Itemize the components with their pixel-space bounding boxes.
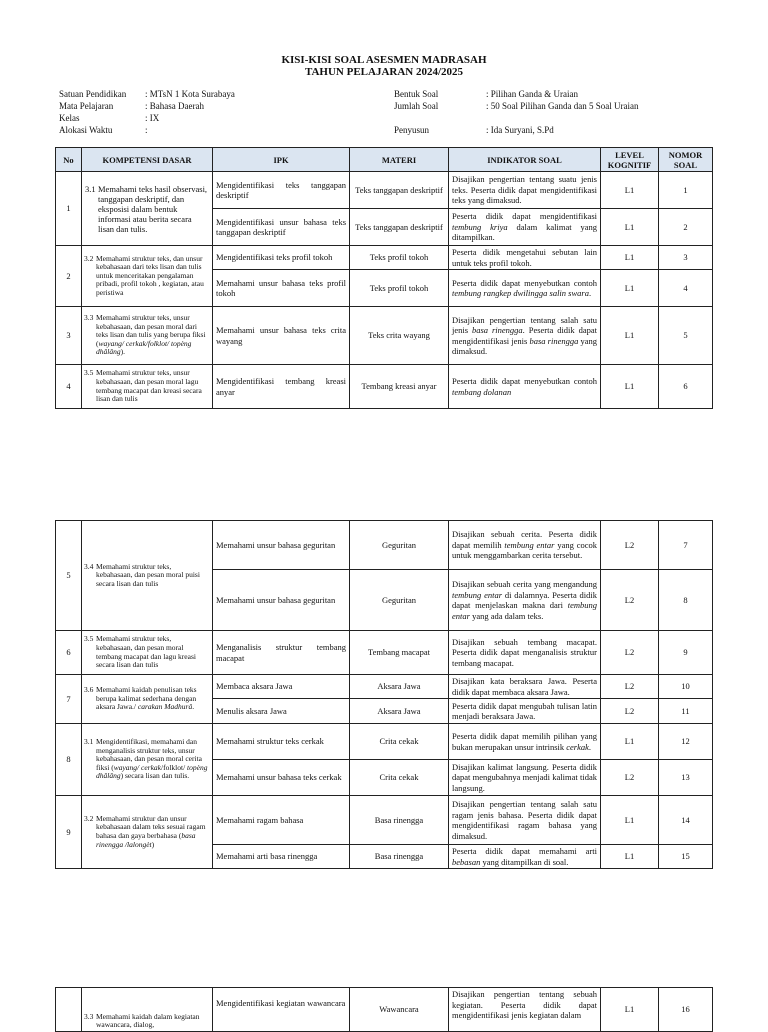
table-row [56, 307, 713, 365]
col-kompetensi-dasar: KOMPETENSI DASAR [82, 148, 213, 172]
row-no: 4 [56, 365, 82, 409]
table-row [56, 246, 713, 270]
table-row [56, 631, 713, 675]
level-cell: L1 [601, 988, 659, 1032]
nomor-cell: 14 [659, 796, 713, 845]
meta-row: Bentuk Soal : Pilihan Ganda & Uraian [394, 89, 578, 99]
table-row [56, 365, 713, 409]
indikator-cell: Peserta didik dapat menyebutkan contoh tembang dolanan [449, 365, 601, 409]
ipk-cell: Memahami unsur bahasa teks cerkak [213, 760, 350, 796]
ipk-cell: Menganalisis struktur tembang macapat [213, 631, 350, 675]
ipk-cell: Mengidentifikasi tembang kreasi anyar [213, 365, 350, 409]
ipk-cell: Mengidentifikasi teks tanggapan deskriptif [213, 172, 350, 209]
materi-cell: Tembang kreasi anyar [350, 365, 449, 409]
col-level: LEVEL KOGNITIF [601, 148, 659, 172]
doc-title-2: TAHUN PELAJARAN 2024/2025 [304, 66, 464, 78]
level-cell: L2 [601, 675, 659, 699]
kisi-table-page1 [55, 147, 713, 409]
materi-cell: Basa rinengga [350, 796, 449, 845]
row-no [56, 988, 82, 1032]
materi-cell: Teks profil tokoh [350, 246, 449, 270]
kd-cell: 3.3 Memahami kaidah dalam kegiatan wawancara, dialog, [82, 988, 213, 1032]
indikator-cell: Peserta didik dapat menyebutkan contoh tembung rangkep dwilingga salin swara. [449, 270, 601, 307]
indikator-cell: Peserta didik dapat memilih pilihan yang bukan merupakan unsur intrinsik cerkak. [449, 724, 601, 760]
kisi-table-page3 [55, 987, 713, 1032]
meta-row: Satuan Pendidikan : MTsN 1 Kota Surabaya [59, 89, 235, 99]
table-row [56, 724, 713, 760]
materi-cell: Geguritan [350, 521, 449, 570]
ipk-cell: Menulis aksara Jawa [213, 699, 350, 724]
indikator-cell: Disajikan pengertian tentang sebuah kegiatan. Peserta didik dapat mengidentifikasi jenis kegiatan dalam [449, 988, 601, 1032]
indikator-cell: Disajikan kalimat langsung. Peserta didik dapat mengubahnya menjadi kalimat tidak langsung. [449, 760, 601, 796]
meta-row: Kelas : IX [59, 113, 160, 123]
nomor-cell: 16 [659, 988, 713, 1032]
ipk-cell: Mengidentifikasi kegiatan wawancara [213, 988, 350, 1032]
meta-row: Mata Pelajaran : Bahasa Daerah [59, 101, 204, 111]
nomor-cell: 10 [659, 675, 713, 699]
nomor-cell: 1 [659, 172, 713, 209]
nomor-cell: 12 [659, 724, 713, 760]
ipk-cell: Memahami unsur bahasa teks profil tokoh [213, 270, 350, 307]
row-no: 6 [56, 631, 82, 675]
row-no: 1 [56, 172, 82, 246]
kd-cell: 3.2 Memahami struktur teks, dan unsur kebahasaan dari teks lisan dan tulis untuk menceritakan pengalaman pribadi, profil tokoh , kegiatan, atau peristiwa [82, 246, 213, 307]
level-cell: L2 [601, 521, 659, 570]
indikator-cell: Peserta didik dapat mengidentifikasi tembung kriya dalam kalimat yang ditampilkan. [449, 209, 601, 246]
level-cell: L2 [601, 631, 659, 675]
materi-cell: Aksara Jawa [350, 699, 449, 724]
level-cell: L2 [601, 760, 659, 796]
col-nomor: NOMOR SOAL [659, 148, 713, 172]
indikator-cell: Peserta didik dapat memahami arti bebasan yang ditampilkan di soal. [449, 845, 601, 869]
row-no: 7 [56, 675, 82, 724]
level-cell: L1 [601, 246, 659, 270]
materi-cell: Teks profil tokoh [350, 270, 449, 307]
meta-row: Jumlah Soal : 50 Soal Pilihan Ganda dan 5 Soal Uraian [394, 101, 639, 111]
level-cell: L1 [601, 209, 659, 246]
indikator-cell: Disajikan sebuah tembang macapat. Peserta didik dapat menganalisis struktur tembang macapat. [449, 631, 601, 675]
nomor-cell: 8 [659, 570, 713, 631]
ipk-cell: Memahami unsur bahasa teks crita wayang [213, 307, 350, 365]
meta-left [59, 88, 235, 136]
row-no: 5 [56, 521, 82, 631]
kd-cell: 3.2 Memahami struktur dan unsur kebahasaan dalam teks sesuai ragam bahasa dan gaya berbahasa (basa rinengga /lalongèt) [82, 796, 213, 869]
kd-cell: 3.6 Memahami kaidah penulisan teks berupa kalimat sederhana dengan aksara Jawa./ carakan Madhurâ. [82, 675, 213, 724]
level-cell: L1 [601, 845, 659, 869]
nomor-cell: 13 [659, 760, 713, 796]
materi-cell: Teks tanggapan deskriptif [350, 209, 449, 246]
nomor-cell: 11 [659, 699, 713, 724]
table-row [56, 172, 713, 209]
level-cell: L2 [601, 570, 659, 631]
ipk-cell: Memahami unsur bahasa geguritan [213, 570, 350, 631]
ipk-cell: Memahami unsur bahasa geguritan [213, 521, 350, 570]
kd-cell: 3.5 Memahami struktur teks, unsur kebahasaan, dan pesan moral lagu tembang macapat dan kreasi secara lisan dan tulis [82, 365, 213, 409]
nomor-cell: 7 [659, 521, 713, 570]
nomor-cell: 6 [659, 365, 713, 409]
nomor-cell: 5 [659, 307, 713, 365]
materi-cell: Tembang macapat [350, 631, 449, 675]
ipk-cell: Memahami ragam bahasa [213, 796, 350, 845]
ipk-cell: Mengidentifikasi teks profil tokoh [213, 246, 350, 270]
table-row [56, 675, 713, 699]
kisi-table-page2 [55, 520, 713, 869]
indikator-cell: Disajikan pengertian tentang salah satu ragam jenis bahasa. Peserta didik dapat mengidentifikasi ragam bahasa yang dimaksud. [449, 796, 601, 845]
col-ipk: IPK [213, 148, 350, 172]
kd-cell: 3.3 Memahami struktur teks, unsur kebahasaan, dan pesan moral dari teks lisan dan tulis yang berupa fiksi (wayang/ cerkak/folklot/ topèng dhâlâng). [82, 307, 213, 365]
table-row [56, 521, 713, 570]
materi-cell: Geguritan [350, 570, 449, 631]
materi-cell: Basa rinengga [350, 845, 449, 869]
materi-cell: Crita cekak [350, 724, 449, 760]
indikator-cell: Disajikan sebuah cerita. Peserta didik dapat memilih tembung entar yang cocok untuk menggambarkan cerita tersebut. [449, 521, 601, 570]
kd-cell: 3.1 Memahami teks hasil observasi, tanggapan deskriptif, dan eksposisi dalam bentuk informasi atau berita secara lisan dan tulis. [82, 172, 213, 246]
col-indikator: INDIKATOR SOAL [449, 148, 601, 172]
meta-row: Alokasi Waktu : [59, 125, 148, 135]
level-cell: L1 [601, 270, 659, 307]
materi-cell: Wawancara [350, 988, 449, 1032]
kd-cell: 3.5 Memahami struktur teks, kebahasaan, dan pesan moral tembang macapat dan lagu kreasi secara lisan dan tulis [82, 631, 213, 675]
indikator-cell: Peserta didik mengetahui sebutan lain untuk teks profil tokoh. [449, 246, 601, 270]
row-no: 9 [56, 796, 82, 869]
level-cell: L1 [601, 365, 659, 409]
nomor-cell: 15 [659, 845, 713, 869]
doc-title-1: KISI-KISI SOAL ASESMEN MADRASAH [281, 54, 487, 66]
indikator-cell: Disajikan pengertian tentang salah satu jenis basa rinengga. Peserta didik dapat mengidentifikasi jenis basa rinengga yang dimaksud. [449, 307, 601, 365]
table-row [56, 796, 713, 845]
level-cell: L1 [601, 796, 659, 845]
nomor-cell: 2 [659, 209, 713, 246]
row-no: 3 [56, 307, 82, 365]
indikator-cell: Disajikan pengertian tentang suatu jenis teks. Peserta didik dapat mengidentifikasi teks yang dimaksud. [449, 172, 601, 209]
indikator-cell: Peserta didik dapat mengubah tulisan latin menjadi beraksara Jawa. [449, 699, 601, 724]
materi-cell: Crita cekak [350, 760, 449, 796]
kd-cell: 3.1 Mengidentifikasi, memahami dan menganalisis struktur teks, unsur kebahasaan, dan pesan moral cerita fiksi (wayang/ cerkak/folklot/ topèng dhâlâng) secara lisan dan tulis. [82, 724, 213, 796]
meta-row: Penyusun : Ida Suryani, S.Pd [394, 125, 554, 135]
indikator-cell: Disajikan kata beraksara Jawa. Peserta didik dapat membaca aksara Jawa. [449, 675, 601, 699]
kd-cell: 3.4 Memahami struktur teks, kebahasaan, dan pesan moral puisi secara lisan dan tulis [82, 521, 213, 631]
nomor-cell: 4 [659, 270, 713, 307]
indikator-cell: Disajikan sebuah cerita yang mengandung tembung entar di dalamnya. Peserta didik dapat menjelaskan makna dari tembung entar yang ada dalam teks. [449, 570, 601, 631]
ipk-cell: Mengidentifikasi unsur bahasa teks tanggapan deskriptif [213, 209, 350, 246]
materi-cell: Aksara Jawa [350, 675, 449, 699]
table-row [56, 988, 713, 1032]
level-cell: L1 [601, 724, 659, 760]
ipk-cell: Memahami struktur teks cerkak [213, 724, 350, 760]
ipk-cell: Membaca aksara Jawa [213, 675, 350, 699]
nomor-cell: 3 [659, 246, 713, 270]
meta-right [394, 88, 638, 136]
level-cell: L1 [601, 172, 659, 209]
col-materi: MATERI [350, 148, 449, 172]
level-cell: L2 [601, 699, 659, 724]
materi-cell: Teks tanggapan deskriptif [350, 172, 449, 209]
row-no: 8 [56, 724, 82, 796]
ipk-cell: Memahami arti basa rinengga [213, 845, 350, 869]
level-cell: L1 [601, 307, 659, 365]
nomor-cell: 9 [659, 631, 713, 675]
materi-cell: Teks crita wayang [350, 307, 449, 365]
col-no: No [56, 148, 82, 172]
row-no: 2 [56, 246, 82, 307]
